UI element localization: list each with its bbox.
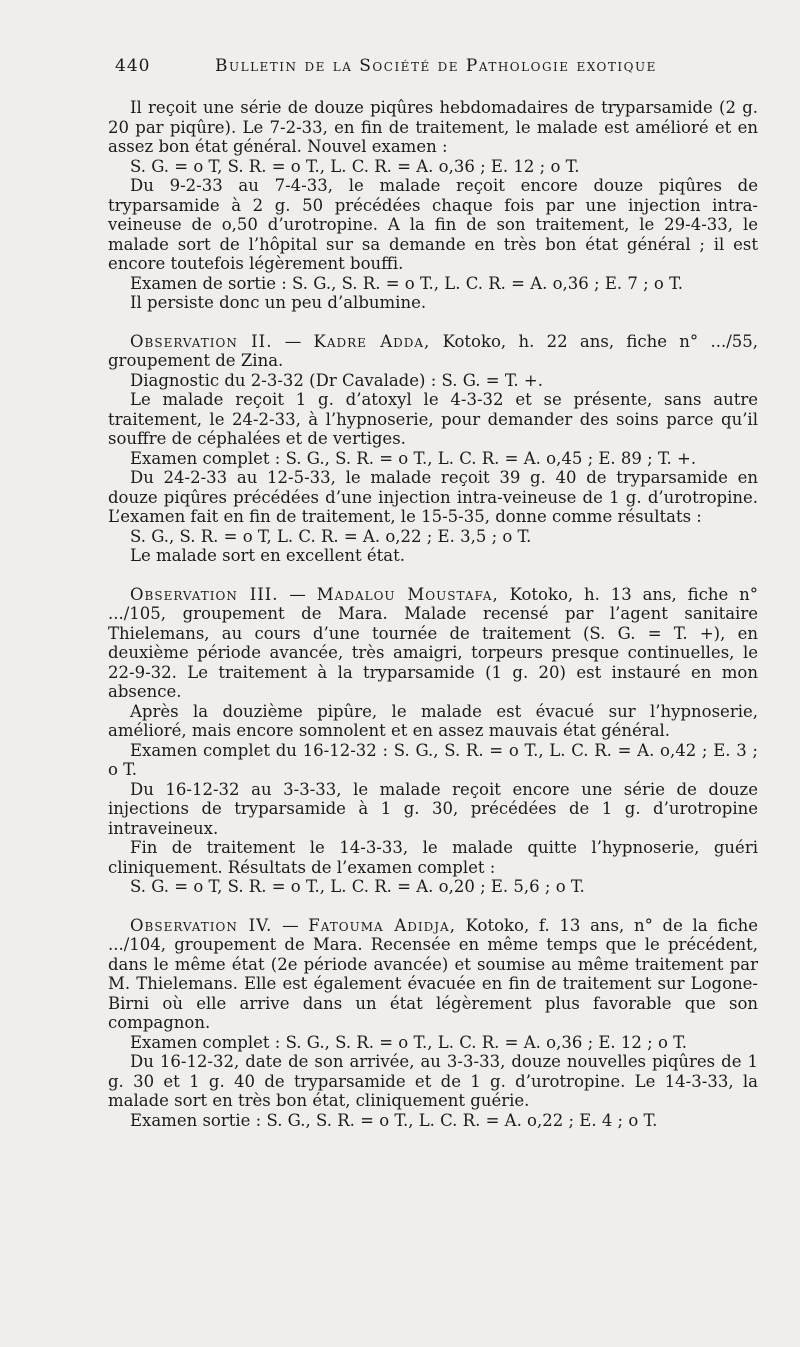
body-paragraph: Après la douzième pipûre, le malade est évacué sur l’hypnoserie, amélioré, mais encore somnolent et en assez mauvais état général. (108, 701, 758, 740)
body-paragraph: Diagnostic du 2-3-32 (Dr Cavalade) : S. G. = T. +. (130, 370, 543, 390)
article-body (108, 98, 758, 1130)
observation-label: Observation IV. (130, 915, 273, 935)
body-paragraph: Il persiste donc un peu d’albumine. (130, 293, 427, 312)
section-gap (108, 566, 758, 585)
body-paragraph: Examen complet : S. G., S. R. = o T., L. C. R. = A. o,45 ; E. 89 ; T. +. (130, 448, 697, 468)
patient-name: Kadre Adda, (313, 331, 431, 351)
observation-text: Kotoko, h. 13 ans, fiche n° .../105, groupement de Mara. Malade recensé par l’agent sanitaire Thielemans, au cours d’une tournée de traitement (S. G. = T. +), en deuxième période avancée, très amaigri, torpeurs presque continuelles, le 22-9-32. Le traitement à la tryparsamide (1 g. 20) est instauré en mon absence. (108, 584, 758, 701)
observation-heading-paragraph: Observation II. — Kadre Adda, Kotoko, h. 22 ans, fiche n° .../55, groupement de Zina. (108, 331, 758, 370)
observation-text: Kotoko, f. 13 ans, n° de la fiche .../104, groupement de Mara. Recensée en même temps que le précédent, dans le même état (2e période avancée) et soumise au même traitement par M. Thielemans. Elle est également évacuée en fin de traitement sur Logone-Birni où elle arrive dans un état légèrement plus favorable que son compagnon. (108, 915, 758, 1032)
page-number: 440 (115, 56, 151, 76)
body-paragraph: Du 16-12-32 au 3-3-33, le malade reçoit encore une série de douze injections de tryparsamide à 1 g. 30, précédées de 1 g. d’urotropine intraveineux. (108, 779, 758, 838)
body-paragraph: Du 9-2-33 au 7-4-33, le malade reçoit encore douze piqûres de tryparsamide à 2 g. 50 précédées chaque fois par une injection intra-veineuse de o,50 d’urotropine. A la fin de son traitement, le 29-4-33, le malade sort de l’hôpital sur sa demande en très bon état général ; il est encore toutefois légèrement bouffi. (108, 176, 758, 273)
body-paragraph: Fin de traitement le 14-3-33, le malade quitte l’hypnoserie, guéri cliniquement. Résultats de l’examen complet : (108, 838, 758, 877)
body-paragraph: S. G., S. R. = o T, L. C. R. = A. o,22 ; E. 3,5 ; o T. (130, 526, 532, 546)
body-paragraph: Le malade reçoit 1 g. d’atoxyl le 4-3-32 et se présente, sans autre traitement, le 24-2-33, à l’hypnoserie, pour demander des soins parce qu’il souffre de céphalées et de vertiges. (108, 390, 758, 448)
observation-label: Observation III. (130, 584, 279, 604)
body-paragraph: Le malade sort en excellent état. (130, 546, 405, 565)
observation-text: Kotoko, h. 22 ans, fiche n° .../55, groupement de Zina. (108, 331, 758, 370)
body-paragraph: Du 24-2-33 au 12-5-33, le malade reçoit 39 g. 40 de tryparsamide en douze piqûres précédées d’une injection intra-veineuse de 1 g. d’urotropine. L’examen fait en fin de traitement, le 15-5-35, donne comme résultats : (108, 468, 758, 526)
body-paragraph: S. G. = o T, S. R. = o T., L. C. R. = A. o,20 ; E. 5,6 ; o T. (130, 877, 585, 896)
body-paragraph: Il reçoit une série de douze piqûres hebdomadaires de tryparsamide (2 g. 20 par piqûre). Le 7-2-33, en fin de traitement, le malade est amélioré et en assez bon état général. Nouvel examen : (108, 98, 758, 156)
observation-heading-paragraph: Observation IV. — Fatouma Adidja, Kotoko, f. 13 ans, n° de la fiche .../104, groupement de Mara. Recensée en même temps que le précédent, dans le même état (2e période avancée) et soumise au même traitement par M. Thielemans. Elle est également évacuée en fin de traitement sur Logone-Birni où elle arrive dans un état légèrement plus favorable que son compagnon. (108, 915, 758, 1032)
observation-label: Observation II. (130, 331, 273, 351)
body-paragraph: S. G. = o T, S. R. = o T., L. C. R. = A. o,36 ; E. 12 ; o T. (130, 156, 580, 176)
body-paragraph: Examen de sortie : S. G., S. R. = o T., L. C. R. = A. o,36 ; E. 7 ; o T. (130, 273, 683, 293)
patient-name: Fatouma Adidja, (308, 915, 456, 935)
section-gap (108, 313, 758, 332)
section-gap (108, 897, 758, 916)
body-paragraph: Examen sortie : S. G., S. R. = o T., L. C. R. = A. o,22 ; E. 4 ; o T. (130, 1110, 658, 1130)
body-paragraph: Du 16-12-32, date de son arrivée, au 3-3-33, douze nouvelles piqûres de 1 g. 30 et 1 g. 40 de tryparsamide et de 1 g. d’urotropine. Le 14-3-33, la malade sort en très bon état, cliniquement guérie. (108, 1052, 758, 1110)
body-paragraph: Examen complet du 16-12-32 : S. G., S. R. = o T., L. C. R. = A. o,42 ; E. 3 ; o T. (108, 740, 758, 779)
patient-name: Madalou Moustafa, (316, 584, 499, 604)
running-title: Bulletin de la Société de Pathologie exotique (215, 56, 657, 76)
observation-heading-paragraph: Observation III. — Madalou Moustafa, Kotoko, h. 13 ans, fiche n° .../105, groupement de Mara. Malade recensé par l’agent sanitaire Thielemans, au cours d’une tournée de traitement (S. G. = T. +), en deuxième période avancée, très amaigri, torpeurs presque continuelles, le 22-9-32. Le traitement à la tryparsamide (1 g. 20) est instauré en mon absence. (108, 584, 758, 701)
body-paragraph: Examen complet : S. G., S. R. = o T., L. C. R. = A. o,36 ; E. 12 ; o T. (130, 1032, 687, 1052)
